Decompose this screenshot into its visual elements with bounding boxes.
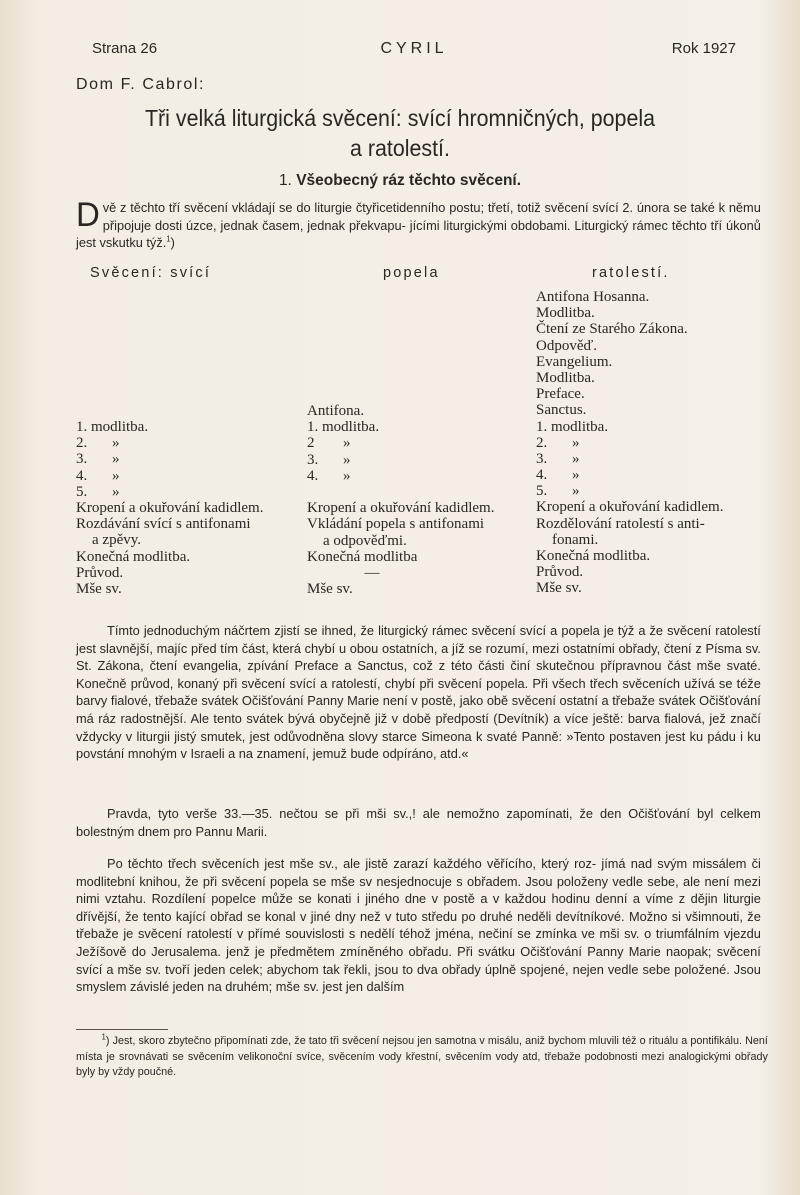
cell-text: Vkládání popela s antifonami xyxy=(307,516,485,533)
table-cell xyxy=(536,580,786,596)
page-number: Strana 26 xyxy=(92,40,158,57)
cell-text: 2. xyxy=(76,435,88,452)
intro-paragraph xyxy=(76,196,761,252)
table-cell xyxy=(536,483,786,499)
column-popela xyxy=(307,403,531,597)
cell-text: Preface. xyxy=(536,386,585,403)
column-svici xyxy=(76,419,298,597)
footnote-ref-close: ) xyxy=(170,235,175,251)
body-paragraph-1: Tímto jednoduchým náčrtem zjistí se ihned, že liturgický rámec svěcení svící a popela je týž a že svěcení ratolestí jest slavnější, majíc před tím část, která chybí u obou ostatních, a jíž se rozumí, mezi ostatními obřady, čtení z Písma sv. St. Zákona, čtení evangelia, zpívání Preface a Sanctus, což z této části činí skutečnou přípravnou část mše svaté. Konečně průvod, konaný při svěcení svící a ratolestí, chybí při svěcení popela. Při všech třech svěceních užívá se téže barvy fialové, třebaže svátek Očišťování Panny Marie není v postě, jako obě svěcení ostatní a třebaže svátek Očišťování má ráz radostnější. Ale tento svátek bývá obyčejně již v době předpostí (Devítník) a více ještě: barva fialová, jež značí vždycky v liturgii jistý smutek, jest odůvodněna slovy starce Simeona k svaté Panně: »Tento postaven jest ku pádu i ku povstání mnohým v Israeli a na znamení, jemuž bude odpíráno, atd.« xyxy=(76,623,761,762)
ditto-mark: » xyxy=(343,435,351,452)
table-cell xyxy=(76,549,298,565)
table-cell xyxy=(76,565,298,581)
cell-text: Mše sv. xyxy=(536,580,582,597)
table-cell xyxy=(307,403,531,419)
cell-text: 5. xyxy=(76,483,88,500)
table-cell xyxy=(536,289,786,305)
footnote-marker: 1 xyxy=(101,1032,106,1042)
table-cell xyxy=(307,516,531,532)
cell-text: fonami. xyxy=(552,531,599,548)
table-cell xyxy=(76,516,298,532)
drop-cap: D xyxy=(76,196,100,234)
table-cell xyxy=(536,402,786,418)
ditto-mark: » xyxy=(112,451,120,468)
ditto-mark: » xyxy=(112,435,120,452)
body-paragraph-2: Pravda, tyto verše 33.—35. nečtou se při mši sv.,! ale nemožno zapomínati, že den Očišťování byl celkem bolestným dnem pro Pannu Marii. xyxy=(76,806,761,839)
title-line-2: a ratolestí. xyxy=(350,135,450,161)
table-cell xyxy=(536,499,786,515)
table-cell xyxy=(307,435,531,451)
cell-text: 4. xyxy=(536,467,548,484)
table-cell xyxy=(536,305,786,321)
cell-text: — xyxy=(364,564,380,581)
table-cell xyxy=(307,452,531,468)
cell-text: 1. modlitba. xyxy=(536,418,609,435)
table-cell xyxy=(536,532,786,548)
table-cell xyxy=(307,468,531,484)
cell-text: Kropení a okuřování kadidlem. xyxy=(76,499,264,516)
cell-text: Průvod. xyxy=(76,564,124,581)
table-cell xyxy=(536,467,786,483)
cell-text: 3. xyxy=(536,450,548,467)
table-cell xyxy=(536,321,786,337)
footnote xyxy=(76,1034,768,1081)
cell-text: Evangelium. xyxy=(536,353,613,370)
cell-text: Antifona Hosanna. xyxy=(536,289,650,305)
table-cell xyxy=(307,500,531,516)
cell-text: Konečná modlitba xyxy=(307,548,418,565)
ditto-mark: » xyxy=(572,467,580,484)
article-title xyxy=(93,103,707,163)
table-cell xyxy=(536,354,786,370)
cell-text: Rozdělování ratolestí s anti- xyxy=(536,515,705,532)
cell-text: Konečná modlitba. xyxy=(536,548,651,564)
cell-text: 5. xyxy=(536,483,548,500)
cell-text: Průvod. xyxy=(536,564,584,581)
cell-text: Rozdávání svící s antifonami xyxy=(76,516,251,533)
table-cell xyxy=(76,468,298,484)
ditto-mark: » xyxy=(112,483,120,500)
table-cell xyxy=(536,435,786,451)
ditto-mark: » xyxy=(343,451,351,468)
title-line-1: Tři velká liturgická svěcení: svící hromničných, popela xyxy=(144,105,655,131)
table-cell xyxy=(76,500,298,516)
footnote-divider xyxy=(76,1029,168,1030)
table-cell xyxy=(536,338,786,354)
intro-text: vě z těchto tří svěcení vkládají se do liturgie čtyřicetidenního postu; třetí, totiž svěcení svící 2. února se také k němu připojuje dosti úzce, jednak časem, jednak překvapu- jícími liturgickými obdobami. Liturgický rámec těchto tří úkonů jest vskutku týž. xyxy=(76,200,761,251)
table-cell xyxy=(536,516,786,532)
cell-text: Čtení ze Starého Zákona. xyxy=(536,321,688,338)
cell-text: 2. xyxy=(536,434,548,451)
author: Dom F. Cabrol: xyxy=(76,76,206,93)
cell-text: 1. modlitba. xyxy=(307,419,380,436)
table-cell xyxy=(307,419,531,435)
table-cell xyxy=(76,581,298,597)
table-cell xyxy=(536,451,786,467)
ditto-mark: » xyxy=(572,450,580,467)
cell-text: Odpověď. xyxy=(536,337,597,354)
cell-text: a zpěvy. xyxy=(92,532,141,549)
footnote-text: Jest, skoro zbytečno připomínati zde, že tato tři svěcení nejsou jen samotna v misálu, aniž bychom mluvili též o rituálu a pontifikálu. Není místa je srovnávati se svěcením velikonoční svíce, svěcením vody křestní, svěcením vody atd, třebaže podobnosti mezi analogickými obřady byly by vždy poučné. xyxy=(76,1035,768,1078)
section-number: 1. xyxy=(278,172,292,189)
table-cell xyxy=(76,532,298,548)
cell-text: Modlitba. xyxy=(536,305,595,322)
table-cell xyxy=(76,484,298,500)
heading-ratolesti: ratolestí. xyxy=(592,265,670,281)
cell-text: 1. modlitba. xyxy=(76,419,149,435)
table-cell xyxy=(536,419,786,435)
heading-svici: Svěcení: svící xyxy=(90,265,212,281)
cell-text: Antifona. xyxy=(307,403,365,419)
cell-text: Modlitba. xyxy=(536,369,595,386)
footnote-marker-close: ) xyxy=(105,1035,110,1047)
cell-text: 4. xyxy=(307,467,319,484)
table-cell xyxy=(307,484,531,500)
table-cell xyxy=(76,451,298,467)
cell-text: Kropení a okuřování kadidlem. xyxy=(307,500,495,517)
cell-text: 3. xyxy=(307,451,319,468)
ditto-mark: » xyxy=(112,467,120,484)
table-cell xyxy=(307,565,437,581)
cell-text: 3. xyxy=(76,451,88,468)
cell-text: Sanctus. xyxy=(536,402,587,419)
column-ratolesti xyxy=(536,289,786,597)
table-cell xyxy=(536,386,786,402)
table-cell xyxy=(536,564,786,580)
body-paragraph-3: Po těchto třech svěceních jest mše sv., ale jistě zarazí každého věřícího, který roz- jímá nad svým missálem či modlitební knihou, že při svěcení popela se mše sv nesjednocuje s obřadem. Jsou položeny vedle sebe, ale není mezi nimi vztahu. Rozdílení popelce může se konati i jiného dne v postě a v každou hodinu denní a víme z dějin liturgie dřívější, že tento kající obřad se konal v jiné dny než v tuto středu po druhé neděli devítníkové. Možno si všimnouti, že třebaže je svěcení ratolestí v přímé souvislosti s nedělí téhož jména, nečiní se zmínka ve mši sv. o triumfálním vjezdu Ježíšově do Jerusalema. jenž je předmětem zmíněného obřadu. Při svátku Očišťování Panny Marie naopak; svěcení svící a mše sv. tvoří jeden celek; abychom tak řekli, jsou to dva obřady úplně spojené, nejen vedle sebe položené. Jsou smyslem závislé jeden na druhém; mše sv. jest jen dalším xyxy=(76,856,761,995)
ditto-mark: » xyxy=(343,467,351,484)
heading-popela: popela xyxy=(383,265,440,281)
cell-text: 2 xyxy=(307,435,315,452)
ditto-mark: » xyxy=(572,483,580,500)
ditto-mark: » xyxy=(572,434,580,451)
table-cell xyxy=(76,419,298,435)
table-cell xyxy=(536,548,786,564)
table-cell xyxy=(307,549,531,565)
running-head xyxy=(92,40,736,60)
section-heading xyxy=(0,172,800,190)
table-cell xyxy=(536,370,786,386)
footnote-ref[interactable]: 1 xyxy=(166,234,171,244)
table-cell xyxy=(307,533,531,549)
cell-text: Mše sv. xyxy=(76,580,122,597)
cell-text: a odpověďmi. xyxy=(323,532,407,549)
table-cell xyxy=(307,581,531,597)
table-cell xyxy=(76,435,298,451)
cell-text: Kropení a okuřování kadidlem. xyxy=(536,499,724,516)
cell-text: Konečná modlitba. xyxy=(76,548,191,565)
cell-text: Mše sv. xyxy=(307,581,353,598)
cell-text: 4. xyxy=(76,467,88,484)
journal-name: CYRIL xyxy=(380,40,448,57)
section-title: Všeobecný ráz těchto svěcení. xyxy=(296,172,522,189)
year-label: Rok 1927 xyxy=(671,40,736,57)
